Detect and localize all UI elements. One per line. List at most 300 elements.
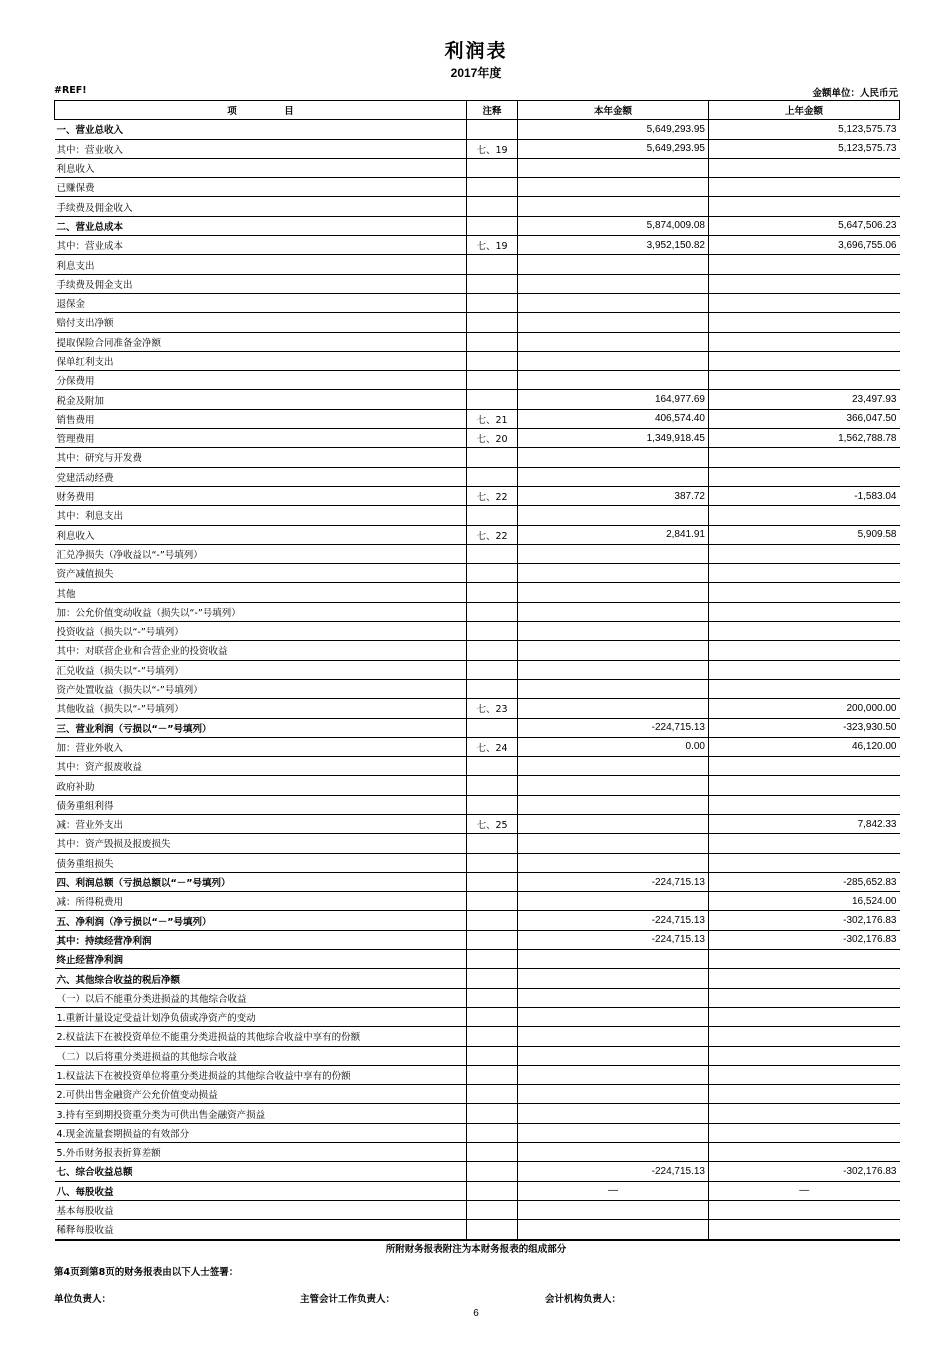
row-note (467, 1143, 518, 1162)
table-row (55, 371, 900, 390)
row-previous-amount (709, 293, 900, 312)
row-current-amount (518, 1143, 709, 1162)
row-note (467, 853, 518, 872)
row-current-amount (518, 1220, 709, 1240)
row-note (467, 351, 518, 370)
table-row (55, 429, 900, 448)
table-row (55, 1162, 900, 1181)
row-label: 终止经营净利润 (55, 950, 467, 969)
row-current-amount (518, 1065, 709, 1084)
row-current-amount: 0.00 (518, 737, 709, 756)
row-note (467, 506, 518, 525)
row-note (467, 583, 518, 602)
table-row (55, 486, 900, 505)
row-current-amount (518, 988, 709, 1007)
row-label: 提取保险合同准备金净额 (55, 332, 467, 351)
row-current-amount (518, 158, 709, 177)
table-row (55, 795, 900, 814)
row-label: 其中：对联营企业和合营企业的投资收益 (55, 641, 467, 660)
row-label: 4.现金流量套期损益的有效部分 (55, 1123, 467, 1142)
row-previous-amount (709, 274, 900, 293)
row-note (467, 1046, 518, 1065)
row-current-amount (518, 892, 709, 911)
row-label: 一、营业总收入 (55, 120, 467, 139)
table-row (55, 120, 900, 139)
row-previous-amount (709, 1200, 900, 1219)
row-label: 利息收入 (55, 525, 467, 544)
row-label: 2.权益法下在被投资单位不能重分类进损益的其他综合收益中享有的份额 (55, 1027, 467, 1046)
row-previous-amount (709, 1220, 900, 1240)
row-label: 其中：研究与开发费 (55, 448, 467, 467)
table-row (55, 1085, 900, 1104)
row-label: 八、每股收益 (55, 1181, 467, 1200)
table-row (55, 467, 900, 486)
row-current-amount: -224,715.13 (518, 872, 709, 891)
table-row (55, 274, 900, 293)
row-note (467, 467, 518, 486)
row-label: 减：所得税费用 (55, 892, 467, 911)
row-previous-amount (709, 969, 900, 988)
row-current-amount (518, 1007, 709, 1026)
row-note (467, 950, 518, 969)
table-row (55, 1123, 900, 1142)
row-current-amount (518, 1027, 709, 1046)
row-label: 保单红利支出 (55, 351, 467, 370)
row-previous-amount (709, 351, 900, 370)
row-note (467, 660, 518, 679)
row-current-amount (518, 679, 709, 698)
row-note (467, 1085, 518, 1104)
col-header-current: 本年金额 (518, 101, 709, 120)
row-note (467, 255, 518, 274)
row-previous-amount (709, 622, 900, 641)
row-previous-amount (709, 660, 900, 679)
row-current-amount: 406,574.40 (518, 409, 709, 428)
row-note (467, 1181, 518, 1200)
row-current-amount (518, 699, 709, 718)
row-current-amount (518, 641, 709, 660)
table-row (55, 602, 900, 621)
row-current-amount (518, 660, 709, 679)
table-row (55, 564, 900, 583)
row-label: 2.可供出售金融资产公允价值变动损益 (55, 1085, 467, 1104)
row-label: 手续费及佣金支出 (55, 274, 467, 293)
row-current-amount (518, 1123, 709, 1142)
row-label: 六、其他综合收益的税后净额 (55, 969, 467, 988)
row-label: （二）以后将重分类进损益的其他综合收益 (55, 1046, 467, 1065)
row-previous-amount (709, 1065, 900, 1084)
row-previous-amount (709, 795, 900, 814)
row-current-amount: -224,715.13 (518, 911, 709, 930)
row-note: 七、22 (467, 486, 518, 505)
row-note (467, 371, 518, 390)
row-note (467, 622, 518, 641)
row-note (467, 834, 518, 853)
row-label: 其中：营业成本 (55, 236, 467, 255)
row-current-amount (518, 757, 709, 776)
row-previous-amount (709, 602, 900, 621)
row-note (467, 178, 518, 197)
table-row (55, 409, 900, 428)
row-previous-amount (709, 679, 900, 698)
row-label: 减：营业外支出 (55, 814, 467, 833)
row-previous-amount: 5,647,506.23 (709, 216, 900, 235)
row-note (467, 216, 518, 235)
row-note (467, 313, 518, 332)
row-current-amount: 5,649,293.95 (518, 139, 709, 158)
row-current-amount (518, 371, 709, 390)
table-row (55, 1181, 900, 1200)
table-row (55, 583, 900, 602)
col-header-note: 注释 (467, 101, 518, 120)
row-previous-amount: -323,930.50 (709, 718, 900, 737)
row-previous-amount: 5,123,575.73 (709, 139, 900, 158)
table-row (55, 525, 900, 544)
table-row (55, 911, 900, 930)
row-current-amount: 3,952,150.82 (518, 236, 709, 255)
row-current-amount (518, 1085, 709, 1104)
table-row (55, 158, 900, 177)
row-previous-amount: — (709, 1181, 900, 1200)
row-note: 七、23 (467, 699, 518, 718)
row-note (467, 679, 518, 698)
row-previous-amount: 366,047.50 (709, 409, 900, 428)
row-current-amount (518, 853, 709, 872)
row-label: 政府补助 (55, 776, 467, 795)
row-label: 资产处置收益（损失以“-”号填列） (55, 679, 467, 698)
row-previous-amount (709, 583, 900, 602)
row-current-amount (518, 332, 709, 351)
row-current-amount (518, 448, 709, 467)
row-current-amount (518, 351, 709, 370)
row-label: 3.持有至到期投资重分类为可供出售金融资产损益 (55, 1104, 467, 1123)
row-note (467, 872, 518, 891)
row-current-amount: -224,715.13 (518, 1162, 709, 1181)
row-label: 七、综合收益总额 (55, 1162, 467, 1181)
table-row (55, 814, 900, 833)
row-previous-amount: 1,562,788.78 (709, 429, 900, 448)
row-current-amount (518, 776, 709, 795)
table-row (55, 969, 900, 988)
row-previous-amount (709, 178, 900, 197)
row-current-amount (518, 178, 709, 197)
row-note (467, 158, 518, 177)
row-label: 5.外币财务报表折算差额 (55, 1143, 467, 1162)
row-previous-amount (709, 158, 900, 177)
row-label: 其他 (55, 583, 467, 602)
table-row (55, 641, 900, 660)
row-label: 投资收益（损失以“-”号填列） (55, 622, 467, 641)
row-note (467, 969, 518, 988)
row-note (467, 1200, 518, 1219)
row-label: 已赚保费 (55, 178, 467, 197)
row-note (467, 1027, 518, 1046)
table-row (55, 1220, 900, 1240)
row-current-amount (518, 602, 709, 621)
row-current-amount: -224,715.13 (518, 718, 709, 737)
row-note (467, 1220, 518, 1240)
row-note: 七、19 (467, 139, 518, 158)
row-note (467, 564, 518, 583)
row-previous-amount: -302,176.83 (709, 1162, 900, 1181)
row-previous-amount (709, 776, 900, 795)
table-row (55, 255, 900, 274)
row-note (467, 1123, 518, 1142)
row-current-amount: -224,715.13 (518, 930, 709, 949)
row-current-amount (518, 564, 709, 583)
table-row (55, 699, 900, 718)
row-label: 债务重组利得 (55, 795, 467, 814)
table-row (55, 197, 900, 216)
signature-accounting-dept-head: 会计机构负责人： (545, 1294, 622, 1305)
row-note: 七、19 (467, 236, 518, 255)
row-previous-amount (709, 371, 900, 390)
row-previous-amount: 200,000.00 (709, 699, 900, 718)
row-label: 手续费及佣金收入 (55, 197, 467, 216)
row-note: 七、25 (467, 814, 518, 833)
row-note (467, 911, 518, 930)
row-previous-amount (709, 197, 900, 216)
table-row (55, 718, 900, 737)
row-previous-amount: 5,123,575.73 (709, 120, 900, 139)
row-label: 1.权益法下在被投资单位将重分类进损益的其他综合收益中享有的份额 (55, 1065, 467, 1084)
row-previous-amount (709, 950, 900, 969)
table-row (55, 139, 900, 158)
table-row (55, 1007, 900, 1026)
row-previous-amount: -302,176.83 (709, 911, 900, 930)
row-previous-amount: 5,909.58 (709, 525, 900, 544)
row-current-amount (518, 293, 709, 312)
row-note: 七、22 (467, 525, 518, 544)
row-note: 七、20 (467, 429, 518, 448)
row-current-amount (518, 544, 709, 563)
currency-unit: 金额单位：人民币元 (812, 88, 898, 99)
signature-note: 第4页到第8页的财务报表由以下人士签署： (54, 1267, 239, 1278)
row-label: 加：营业外收入 (55, 737, 467, 756)
row-note (467, 274, 518, 293)
row-note (467, 776, 518, 795)
row-note: 七、24 (467, 737, 518, 756)
row-current-amount (518, 622, 709, 641)
table-row (55, 178, 900, 197)
row-previous-amount: -1,583.04 (709, 486, 900, 505)
col-header-item: 项 目 (55, 101, 467, 120)
row-previous-amount: 16,524.00 (709, 892, 900, 911)
row-previous-amount (709, 1046, 900, 1065)
table-row (55, 1027, 900, 1046)
row-label: 汇兑收益（损失以“-”号填列） (55, 660, 467, 679)
row-current-amount (518, 583, 709, 602)
row-note (467, 332, 518, 351)
footnote: 所附财务报表附注为本财务报表的组成部分 (385, 1244, 567, 1255)
row-label: 其他收益（损失以“-”号填列） (55, 699, 467, 718)
table-row (55, 660, 900, 679)
row-note (467, 602, 518, 621)
row-label: 1.重新计量设定受益计划净负债或净资产的变动 (55, 1007, 467, 1026)
table-row (55, 313, 900, 332)
row-current-amount (518, 969, 709, 988)
row-current-amount: 164,977.69 (518, 390, 709, 409)
row-note (467, 120, 518, 139)
row-note (467, 1065, 518, 1084)
table-row (55, 216, 900, 235)
row-previous-amount (709, 313, 900, 332)
row-label: 资产减值损失 (55, 564, 467, 583)
row-note (467, 390, 518, 409)
table-row (55, 872, 900, 891)
row-note (467, 641, 518, 660)
row-note (467, 448, 518, 467)
row-note (467, 795, 518, 814)
row-previous-amount: -302,176.83 (709, 930, 900, 949)
row-note (467, 293, 518, 312)
row-label: 党建活动经费 (55, 467, 467, 486)
row-previous-amount (709, 467, 900, 486)
statement-title: 利润表 (444, 40, 508, 62)
row-previous-amount (709, 853, 900, 872)
row-label: 销售费用 (55, 409, 467, 428)
row-current-amount (518, 834, 709, 853)
row-label: 基本每股收益 (55, 1200, 467, 1219)
row-label: 分保费用 (55, 371, 467, 390)
table-row (55, 544, 900, 563)
row-label: 税金及附加 (55, 390, 467, 409)
row-previous-amount (709, 332, 900, 351)
income-statement-table (54, 100, 900, 1241)
table-row (55, 988, 900, 1007)
ref-code: #REF! (54, 85, 87, 96)
row-note (467, 544, 518, 563)
row-note: 七、21 (467, 409, 518, 428)
row-current-amount (518, 313, 709, 332)
row-label: 其中：资产毁损及报废损失 (55, 834, 467, 853)
row-previous-amount: 23,497.93 (709, 390, 900, 409)
table-row (55, 293, 900, 312)
row-label: 债务重组损失 (55, 853, 467, 872)
row-label: 四、利润总额（亏损总额以“－”号填列） (55, 872, 467, 891)
row-previous-amount (709, 506, 900, 525)
row-label: 管理费用 (55, 429, 467, 448)
row-label: 赔付支出净额 (55, 313, 467, 332)
row-previous-amount (709, 544, 900, 563)
table-row (55, 236, 900, 255)
row-label: 退保金 (55, 293, 467, 312)
row-previous-amount (709, 255, 900, 274)
row-note (467, 1162, 518, 1181)
row-current-amount: 2,841.91 (518, 525, 709, 544)
row-current-amount (518, 1200, 709, 1219)
row-note (467, 1007, 518, 1026)
table-row (55, 390, 900, 409)
row-label: 五、净利润（净亏损以“－”号填列） (55, 911, 467, 930)
row-label: 其中：利息支出 (55, 506, 467, 525)
table-row (55, 1200, 900, 1219)
row-note (467, 757, 518, 776)
table-header-row (55, 101, 900, 120)
row-note (467, 930, 518, 949)
row-previous-amount (709, 564, 900, 583)
table-row (55, 950, 900, 969)
table-row (55, 853, 900, 872)
row-note (467, 988, 518, 1007)
row-current-amount (518, 467, 709, 486)
row-previous-amount (709, 1143, 900, 1162)
table-row (55, 1065, 900, 1084)
statement-meta (54, 85, 898, 99)
row-previous-amount (709, 1123, 900, 1142)
page-number: 6 (473, 1308, 479, 1319)
row-current-amount: 387.72 (518, 486, 709, 505)
table-row (55, 1104, 900, 1123)
row-previous-amount (709, 988, 900, 1007)
row-previous-amount: -285,652.83 (709, 872, 900, 891)
row-current-amount (518, 197, 709, 216)
row-current-amount (518, 1046, 709, 1065)
table-row (55, 1143, 900, 1162)
statement-year: 2017年度 (450, 66, 502, 80)
row-previous-amount: 46,120.00 (709, 737, 900, 756)
row-note (467, 197, 518, 216)
row-previous-amount (709, 641, 900, 660)
table-row (55, 892, 900, 911)
table-row (55, 679, 900, 698)
row-label: 汇兑净损失（净收益以“-”号填列） (55, 544, 467, 563)
row-current-amount (518, 1104, 709, 1123)
row-note (467, 892, 518, 911)
row-current-amount: — (518, 1181, 709, 1200)
row-previous-amount (709, 1007, 900, 1026)
row-current-amount (518, 795, 709, 814)
row-previous-amount (709, 757, 900, 776)
col-header-previous: 上年金额 (709, 101, 900, 120)
row-current-amount (518, 255, 709, 274)
row-current-amount: 5,874,009.08 (518, 216, 709, 235)
row-previous-amount: 3,696,755.06 (709, 236, 900, 255)
table-row (55, 332, 900, 351)
row-previous-amount (709, 1085, 900, 1104)
row-label: 稀释每股收益 (55, 1220, 467, 1240)
row-label: 加：公允价值变动收益（损失以“-”号填列） (55, 602, 467, 621)
row-current-amount: 5,649,293.95 (518, 120, 709, 139)
row-previous-amount (709, 1104, 900, 1123)
row-label: 其中：持续经营净利润 (55, 930, 467, 949)
row-current-amount (518, 814, 709, 833)
row-label: 财务费用 (55, 486, 467, 505)
row-current-amount (518, 274, 709, 293)
row-previous-amount: 7,842.33 (709, 814, 900, 833)
row-previous-amount (709, 448, 900, 467)
table-row (55, 776, 900, 795)
row-label: （一）以后不能重分类进损益的其他综合收益 (55, 988, 467, 1007)
row-label: 利息支出 (55, 255, 467, 274)
table-row (55, 834, 900, 853)
signature-accounting-head: 主管会计工作负责人： (300, 1294, 396, 1305)
table-row (55, 351, 900, 370)
row-label: 利息收入 (55, 158, 467, 177)
row-previous-amount (709, 834, 900, 853)
row-note (467, 718, 518, 737)
table-row (55, 506, 900, 525)
table-row (55, 622, 900, 641)
row-label: 其中：营业收入 (55, 139, 467, 158)
signature-unit-head: 单位负责人： (54, 1294, 112, 1305)
row-label: 二、营业总成本 (55, 216, 467, 235)
table-row (55, 757, 900, 776)
table-row (55, 930, 900, 949)
table-row (55, 448, 900, 467)
table-row (55, 1046, 900, 1065)
row-label: 三、营业利润（亏损以“－”号填列） (55, 718, 467, 737)
